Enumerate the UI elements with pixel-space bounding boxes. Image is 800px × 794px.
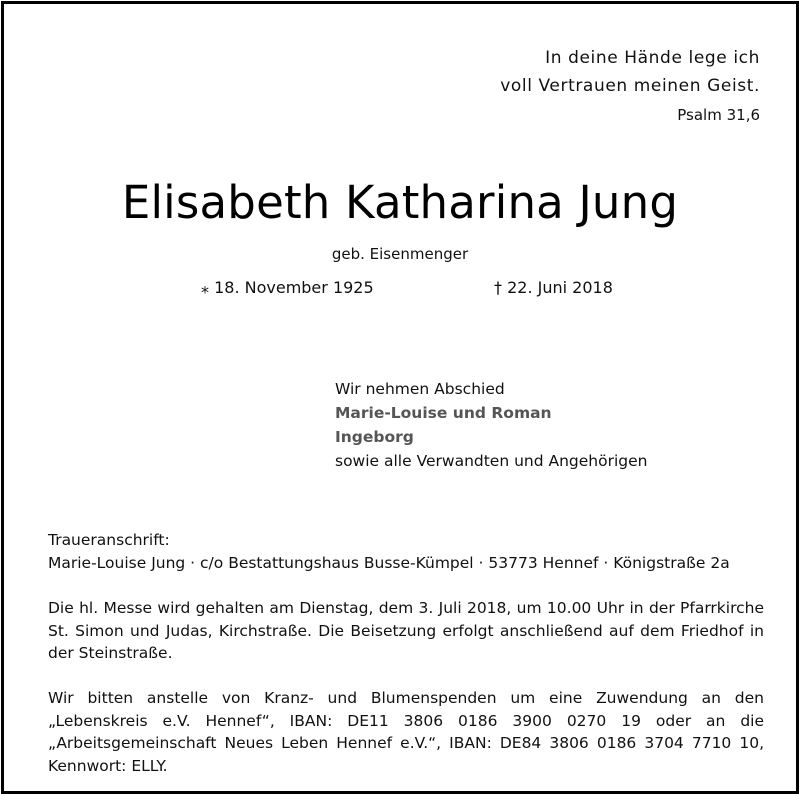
donation-paragraph: Wir bitten anstelle von Kranz- und Blumenspenden um eine Zuwendung an den „Lebenskreis e.V. Hennef“, IBAN: DE11 3806 0186 3900 0270 19 oder an die „Arbeitsgemeinschaft Neues Leben Hennef e.V.“, IBAN: DE84 3806 0186 3704 7710 10, Kennwort: ELLY. — [48, 689, 764, 775]
deceased-name: Elisabeth Katharina Jung — [121, 176, 679, 229]
mourners-block — [335, 377, 648, 473]
verse-reference: Psalm 31,6 — [677, 106, 760, 124]
farewell-intro: Wir nehmen Abschied — [335, 380, 505, 398]
mourner-name: Ingeborg — [335, 428, 414, 446]
obituary-notice — [1, 1, 799, 794]
service-paragraph: Die hl. Messe wird gehalten am Dienstag, dem 3. Juli 2018, um 10.00 Uhr in der Pfarrkirche St. Simon und Judas, Kirchstraße. Die Beisetzung erfolgt anschließend auf dem Friedhof in der Steinstraße. — [48, 599, 764, 662]
verse-line-2: voll Vertrauen meinen Geist. — [500, 76, 760, 96]
birth-date: ⁎ 18. November 1925 — [201, 278, 374, 297]
address-label: Traueranschrift: — [48, 531, 170, 549]
death-date: † 22. Juni 2018 — [494, 278, 613, 297]
maiden-name: geb. Eisenmenger — [331, 245, 469, 263]
address-block — [48, 529, 764, 574]
mourner-name: Marie-Louise und Roman — [335, 404, 552, 422]
verse-line-1: In deine Hände lege ich — [545, 48, 760, 68]
address-line: Marie-Louise Jung · c/o Bestattungshaus Busse-Kümpel · 53773 Hennef · Königstraße 2a — [48, 553, 730, 572]
relatives-line: sowie alle Verwandten und Angehörigen — [335, 452, 648, 470]
